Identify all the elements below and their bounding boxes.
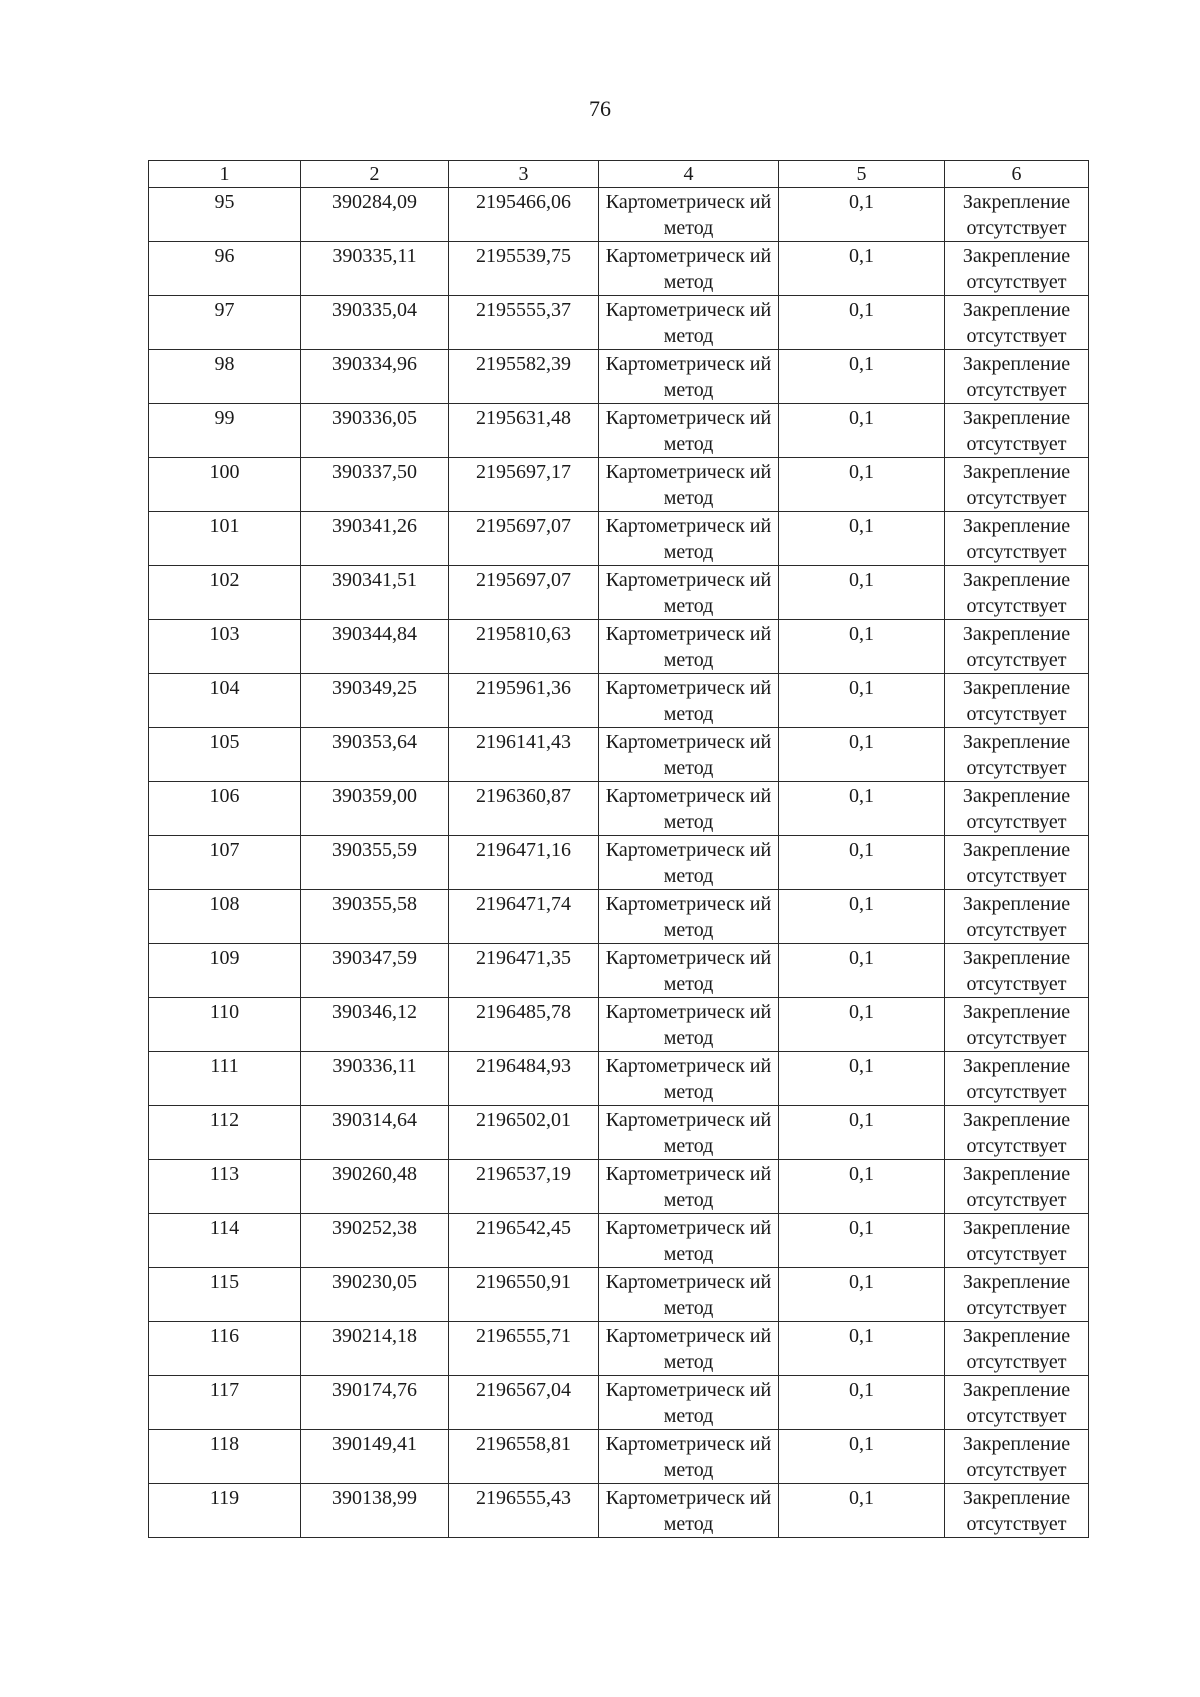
- y-coordinate-cell: 2196502,01: [449, 1106, 599, 1160]
- accuracy-cell: 0,1: [779, 998, 945, 1052]
- y-coordinate-cell: 2196558,81: [449, 1430, 599, 1484]
- method-cell: Картометрическ ий метод: [599, 1268, 779, 1322]
- method-cell: Картометрическ ий метод: [599, 998, 779, 1052]
- table-row: [149, 1052, 1089, 1106]
- x-coordinate-cell: 390334,96: [301, 350, 449, 404]
- x-coordinate-cell: 390355,58: [301, 890, 449, 944]
- y-coordinate-cell: 2195697,07: [449, 512, 599, 566]
- y-coordinate-cell: 2196542,45: [449, 1214, 599, 1268]
- table-row: [149, 782, 1089, 836]
- x-coordinate-cell: 390174,76: [301, 1376, 449, 1430]
- point-number-cell: 98: [149, 350, 301, 404]
- table-header: [149, 161, 1089, 188]
- accuracy-cell: 0,1: [779, 1430, 945, 1484]
- y-coordinate-cell: 2196485,78: [449, 998, 599, 1052]
- accuracy-cell: 0,1: [779, 1376, 945, 1430]
- method-cell: Картометрическ ий метод: [599, 890, 779, 944]
- fixing-description-cell: Закрепление отсутствует: [945, 242, 1089, 296]
- y-coordinate-cell: 2196484,93: [449, 1052, 599, 1106]
- x-coordinate-cell: 390260,48: [301, 1160, 449, 1214]
- fixing-description-cell: Закрепление отсутствует: [945, 674, 1089, 728]
- accuracy-cell: 0,1: [779, 836, 945, 890]
- point-number-cell: 103: [149, 620, 301, 674]
- accuracy-cell: 0,1: [779, 674, 945, 728]
- fixing-description-cell: Закрепление отсутствует: [945, 944, 1089, 998]
- y-coordinate-cell: 2196555,71: [449, 1322, 599, 1376]
- method-cell: Картометрическ ий метод: [599, 944, 779, 998]
- accuracy-cell: 0,1: [779, 944, 945, 998]
- method-cell: Картометрическ ий метод: [599, 1376, 779, 1430]
- y-coordinate-cell: 2195697,07: [449, 566, 599, 620]
- fixing-description-cell: Закрепление отсутствует: [945, 512, 1089, 566]
- method-cell: Картометрическ ий метод: [599, 1214, 779, 1268]
- point-number-cell: 117: [149, 1376, 301, 1430]
- point-number-cell: 106: [149, 782, 301, 836]
- table-row: [149, 944, 1089, 998]
- x-coordinate-cell: 390346,12: [301, 998, 449, 1052]
- y-coordinate-cell: 2195539,75: [449, 242, 599, 296]
- accuracy-cell: 0,1: [779, 1268, 945, 1322]
- x-coordinate-cell: 390252,38: [301, 1214, 449, 1268]
- x-coordinate-cell: 390314,64: [301, 1106, 449, 1160]
- fixing-description-cell: Закрепление отсутствует: [945, 188, 1089, 242]
- method-cell: Картометрическ ий метод: [599, 728, 779, 782]
- x-coordinate-cell: 390347,59: [301, 944, 449, 998]
- point-number-cell: 110: [149, 998, 301, 1052]
- table-row: [149, 1160, 1089, 1214]
- y-coordinate-cell: 2196471,74: [449, 890, 599, 944]
- table-row: [149, 404, 1089, 458]
- column-header: 1: [149, 161, 301, 188]
- fixing-description-cell: Закрепление отсутствует: [945, 728, 1089, 782]
- table-row: [149, 674, 1089, 728]
- y-coordinate-cell: 2195555,37: [449, 296, 599, 350]
- fixing-description-cell: Закрепление отсутствует: [945, 1052, 1089, 1106]
- table-row: [149, 1376, 1089, 1430]
- table-row: [149, 296, 1089, 350]
- fixing-description-cell: Закрепление отсутствует: [945, 350, 1089, 404]
- accuracy-cell: 0,1: [779, 512, 945, 566]
- method-cell: Картометрическ ий метод: [599, 350, 779, 404]
- table-row: [149, 512, 1089, 566]
- point-number-cell: 116: [149, 1322, 301, 1376]
- point-number-cell: 111: [149, 1052, 301, 1106]
- fixing-description-cell: Закрепление отсутствует: [945, 782, 1089, 836]
- accuracy-cell: 0,1: [779, 1214, 945, 1268]
- fixing-description-cell: Закрепление отсутствует: [945, 404, 1089, 458]
- x-coordinate-cell: 390359,00: [301, 782, 449, 836]
- method-cell: Картометрическ ий метод: [599, 512, 779, 566]
- method-cell: Картометрическ ий метод: [599, 1484, 779, 1538]
- fixing-description-cell: Закрепление отсутствует: [945, 1322, 1089, 1376]
- accuracy-cell: 0,1: [779, 620, 945, 674]
- table-row: [149, 350, 1089, 404]
- fixing-description-cell: Закрепление отсутствует: [945, 620, 1089, 674]
- table-row: [149, 1430, 1089, 1484]
- table-row: [149, 890, 1089, 944]
- method-cell: Картометрическ ий метод: [599, 1160, 779, 1214]
- method-cell: Картометрическ ий метод: [599, 674, 779, 728]
- column-header: 6: [945, 161, 1089, 188]
- column-header: 3: [449, 161, 599, 188]
- x-coordinate-cell: 390138,99: [301, 1484, 449, 1538]
- x-coordinate-cell: 390336,05: [301, 404, 449, 458]
- fixing-description-cell: Закрепление отсутствует: [945, 836, 1089, 890]
- method-cell: Картометрическ ий метод: [599, 1052, 779, 1106]
- x-coordinate-cell: 390344,84: [301, 620, 449, 674]
- table-row: [149, 728, 1089, 782]
- point-number-cell: 101: [149, 512, 301, 566]
- x-coordinate-cell: 390355,59: [301, 836, 449, 890]
- accuracy-cell: 0,1: [779, 188, 945, 242]
- table-row: [149, 188, 1089, 242]
- table-row: [149, 566, 1089, 620]
- accuracy-cell: 0,1: [779, 566, 945, 620]
- fixing-description-cell: Закрепление отсутствует: [945, 1160, 1089, 1214]
- accuracy-cell: 0,1: [779, 1160, 945, 1214]
- accuracy-cell: 0,1: [779, 782, 945, 836]
- table-row: [149, 620, 1089, 674]
- y-coordinate-cell: 2195810,63: [449, 620, 599, 674]
- fixing-description-cell: Закрепление отсутствует: [945, 566, 1089, 620]
- method-cell: Картометрическ ий метод: [599, 620, 779, 674]
- y-coordinate-cell: 2196550,91: [449, 1268, 599, 1322]
- x-coordinate-cell: 390349,25: [301, 674, 449, 728]
- method-cell: Картометрическ ий метод: [599, 1322, 779, 1376]
- x-coordinate-cell: 390341,26: [301, 512, 449, 566]
- point-number-cell: 104: [149, 674, 301, 728]
- accuracy-cell: 0,1: [779, 458, 945, 512]
- header-row: [149, 161, 1089, 188]
- point-number-cell: 113: [149, 1160, 301, 1214]
- point-number-cell: 96: [149, 242, 301, 296]
- y-coordinate-cell: 2195631,48: [449, 404, 599, 458]
- method-cell: Картометрическ ий метод: [599, 566, 779, 620]
- column-header: 2: [301, 161, 449, 188]
- accuracy-cell: 0,1: [779, 1052, 945, 1106]
- table-row: [149, 1106, 1089, 1160]
- x-coordinate-cell: 390149,41: [301, 1430, 449, 1484]
- table-row: [149, 1268, 1089, 1322]
- accuracy-cell: 0,1: [779, 1322, 945, 1376]
- method-cell: Картометрическ ий метод: [599, 242, 779, 296]
- accuracy-cell: 0,1: [779, 890, 945, 944]
- table-body: [149, 188, 1089, 1538]
- fixing-description-cell: Закрепление отсутствует: [945, 1214, 1089, 1268]
- fixing-description-cell: Закрепление отсутствует: [945, 1268, 1089, 1322]
- y-coordinate-cell: 2195582,39: [449, 350, 599, 404]
- method-cell: Картометрическ ий метод: [599, 1106, 779, 1160]
- point-number-cell: 99: [149, 404, 301, 458]
- x-coordinate-cell: 390336,11: [301, 1052, 449, 1106]
- fixing-description-cell: Закрепление отсутствует: [945, 1484, 1089, 1538]
- method-cell: Картометрическ ий метод: [599, 1430, 779, 1484]
- point-number-cell: 119: [149, 1484, 301, 1538]
- table-row: [149, 1484, 1089, 1538]
- page-number: 76: [589, 96, 611, 121]
- accuracy-cell: 0,1: [779, 1484, 945, 1538]
- point-number-cell: 114: [149, 1214, 301, 1268]
- point-number-cell: 109: [149, 944, 301, 998]
- fixing-description-cell: Закрепление отсутствует: [945, 1376, 1089, 1430]
- y-coordinate-cell: 2195697,17: [449, 458, 599, 512]
- point-number-cell: 107: [149, 836, 301, 890]
- point-number-cell: 118: [149, 1430, 301, 1484]
- point-number-cell: 108: [149, 890, 301, 944]
- x-coordinate-cell: 390353,64: [301, 728, 449, 782]
- fixing-description-cell: Закрепление отсутствует: [945, 458, 1089, 512]
- y-coordinate-cell: 2196141,43: [449, 728, 599, 782]
- accuracy-cell: 0,1: [779, 296, 945, 350]
- point-number-cell: 97: [149, 296, 301, 350]
- y-coordinate-cell: 2196471,35: [449, 944, 599, 998]
- point-number-cell: 115: [149, 1268, 301, 1322]
- y-coordinate-cell: 2196555,43: [449, 1484, 599, 1538]
- fixing-description-cell: Закрепление отсутствует: [945, 998, 1089, 1052]
- x-coordinate-cell: 390335,04: [301, 296, 449, 350]
- accuracy-cell: 0,1: [779, 1106, 945, 1160]
- fixing-description-cell: Закрепление отсутствует: [945, 1430, 1089, 1484]
- x-coordinate-cell: 390341,51: [301, 566, 449, 620]
- y-coordinate-cell: 2196360,87: [449, 782, 599, 836]
- table-row: [149, 1214, 1089, 1268]
- method-cell: Картометрическ ий метод: [599, 188, 779, 242]
- accuracy-cell: 0,1: [779, 728, 945, 782]
- fixing-description-cell: Закрепление отсутствует: [945, 1106, 1089, 1160]
- table-row: [149, 998, 1089, 1052]
- y-coordinate-cell: 2195961,36: [449, 674, 599, 728]
- method-cell: Картометрическ ий метод: [599, 782, 779, 836]
- accuracy-cell: 0,1: [779, 404, 945, 458]
- point-number-cell: 100: [149, 458, 301, 512]
- y-coordinate-cell: 2196471,16: [449, 836, 599, 890]
- method-cell: Картометрическ ий метод: [599, 836, 779, 890]
- coordinates-table: [148, 160, 1089, 1538]
- fixing-description-cell: Закрепление отсутствует: [945, 296, 1089, 350]
- y-coordinate-cell: 2196537,19: [449, 1160, 599, 1214]
- accuracy-cell: 0,1: [779, 242, 945, 296]
- y-coordinate-cell: 2196567,04: [449, 1376, 599, 1430]
- x-coordinate-cell: 390335,11: [301, 242, 449, 296]
- method-cell: Картометрическ ий метод: [599, 404, 779, 458]
- point-number-cell: 95: [149, 188, 301, 242]
- method-cell: Картометрическ ий метод: [599, 296, 779, 350]
- table-row: [149, 458, 1089, 512]
- x-coordinate-cell: 390284,09: [301, 188, 449, 242]
- fixing-description-cell: Закрепление отсутствует: [945, 890, 1089, 944]
- table-row: [149, 836, 1089, 890]
- x-coordinate-cell: 390337,50: [301, 458, 449, 512]
- point-number-cell: 112: [149, 1106, 301, 1160]
- method-cell: Картометрическ ий метод: [599, 458, 779, 512]
- x-coordinate-cell: 390230,05: [301, 1268, 449, 1322]
- column-header: 4: [599, 161, 779, 188]
- accuracy-cell: 0,1: [779, 350, 945, 404]
- column-header: 5: [779, 161, 945, 188]
- y-coordinate-cell: 2195466,06: [449, 188, 599, 242]
- point-number-cell: 102: [149, 566, 301, 620]
- x-coordinate-cell: 390214,18: [301, 1322, 449, 1376]
- table-row: [149, 1322, 1089, 1376]
- table-row: [149, 242, 1089, 296]
- point-number-cell: 105: [149, 728, 301, 782]
